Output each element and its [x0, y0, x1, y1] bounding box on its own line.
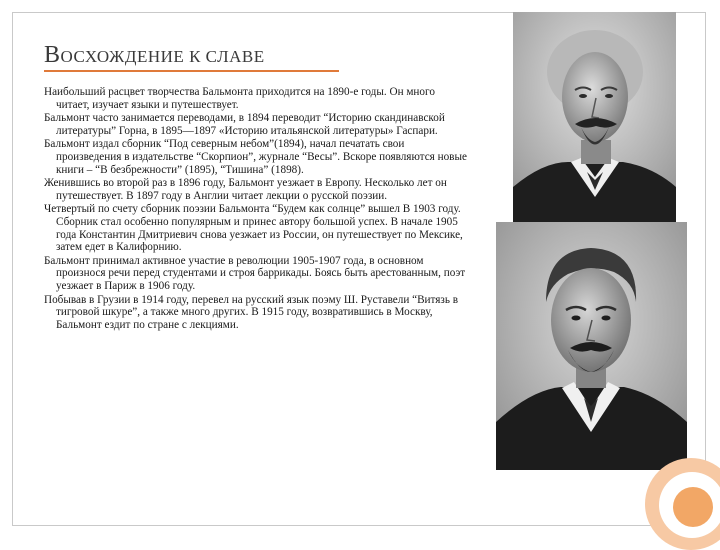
portrait-photo-older [513, 12, 676, 222]
slide-title [44, 42, 265, 69]
slide-title-initial: В [44, 42, 61, 68]
body-paragraph: Бальмонт издал сборник “Под северным небом”(1894), начал печатать свои произведения в издательстве “Скорпион”, журнале “Весы”. Вскоре появляются новые книги – “В безбрежности” (1895), “Тишина” (1898). [44, 138, 467, 176]
decorative-circle-core [673, 487, 713, 527]
slide-title-rest: ОСХОЖДЕНИЕ К СЛАВЕ [60, 47, 265, 66]
title-underline [44, 70, 339, 72]
portrait-younger-illustration [496, 222, 687, 470]
body-paragraph: Побывав в Грузии в 1914 году, перевел на русский язык поэму Ш. Руставели “Витязь в тигровой шкуре”, а также много других. В 1915 году, возвратившись в Москву, Бальмонт ездит по стране с лекциями. [44, 293, 459, 331]
body-paragraph: Бальмонт часто занимается переводами, в 1894 переводит “Историю скандинавской литературы” Горна, в 1895—1897 «Историю итальянской литературы» Гаспари. [44, 112, 445, 137]
portrait-photo-younger [496, 222, 687, 470]
body-paragraph: Женившись во второй раз в 1896 году, Бальмонт уезжает в Европу. Несколько лет он путешествует. В 1897 году в Англии читает лекции о русской поэзии. [44, 177, 447, 202]
body-paragraph: Наибольший расцвет творчества Бальмонта приходится на 1890-е годы. Он много читает, изучает языки и путешествует. [44, 86, 435, 111]
portrait-older-illustration [513, 12, 676, 222]
body-paragraph: Бальмонт принимал активное участие в революции 1905-1907 года, в основном произнося речи перед студентами и строя баррикады. Боясь быть арестованным, поэт уезжает в Париж в 1906 году. [44, 254, 466, 292]
body-paragraph: Четвертый по счету сборник поэзии Бальмонта “Будем как солнце” вышел В 1903 году. Сборник стал особенно популярным и принес автору большой успех. В начале 1905 года Константин Дмитриевич снова уезжает из России, он путешествует по Мексике, затем едет в Калифорнию. [44, 203, 463, 254]
slide-body [44, 86, 468, 332]
